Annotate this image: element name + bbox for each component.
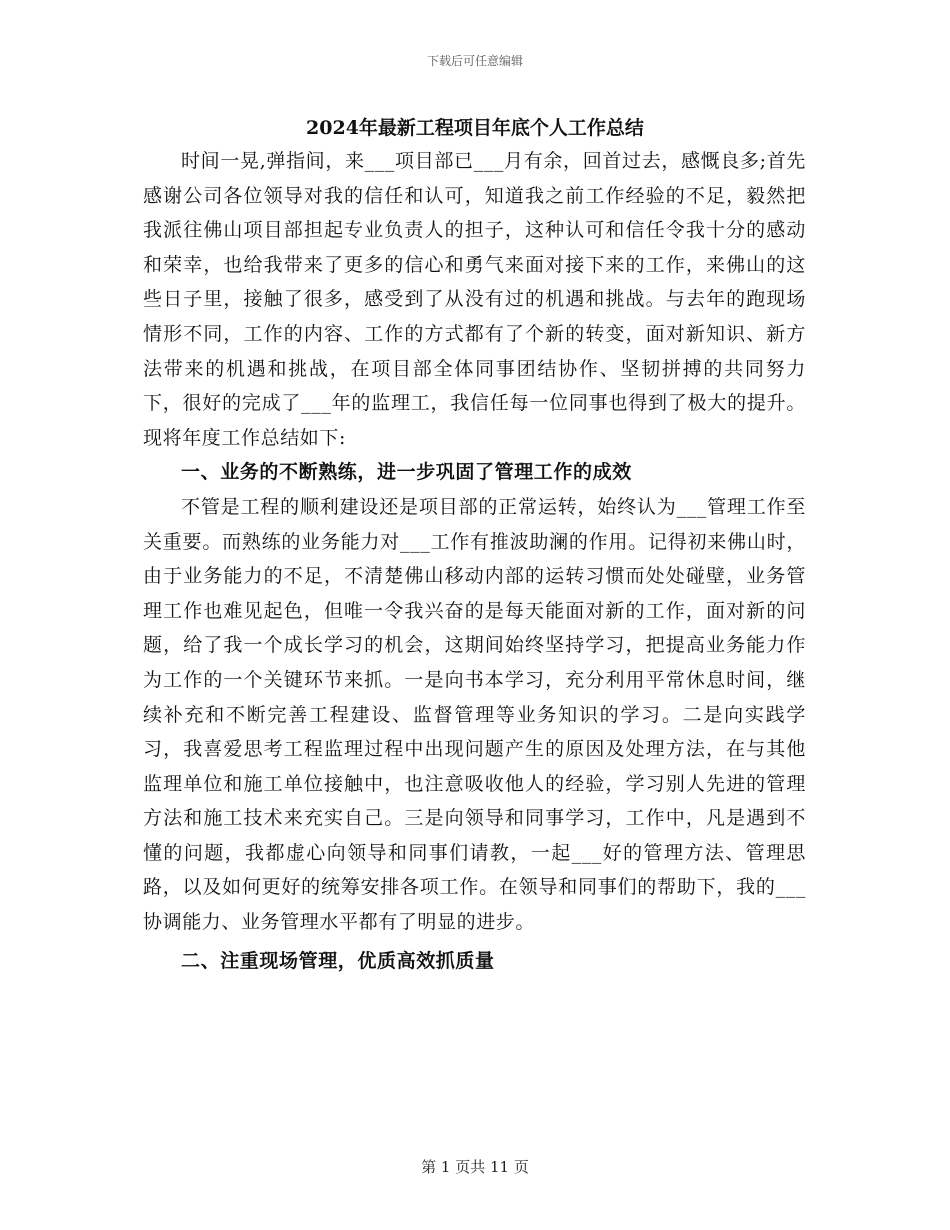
page-footer: 第 1 页共 11 页 bbox=[421, 1158, 529, 1176]
document-body bbox=[143, 144, 806, 978]
section-2-heading: 二、注重现场管理，优质高效抓质量 bbox=[181, 949, 495, 972]
document-title: 2024年最新工程项目年底个人工作总结 bbox=[306, 117, 644, 139]
section-1-paragraph: 不管是工程的顺利建设还是项目部的正常运转，始终认为___管理工作至关重要。而熟练的业务能力对___工作有推波助澜的作用。记得初来佛山时，由于业务能力的不足，不清楚佛山移动内部的运转习惯而处处碰壁，业务管理工作也难见起色，但唯一令我兴奋的是每天能面对新的工作，面对新的问题，给了我一个成长学习的机会，这期间始终坚持学习，把提高业务能力作为工作的一个关键环节来抓。一是向书本学习，充分利用平常休息时间，继续补充和不断完善工程建设、监督管理等业务知识的学习。二是向实践学习，我喜爱思考工程监理过程中出现问题产生的原因及处理方法，在与其他监理单位和施工单位接触中，也注意吸收他人的经验，学习别人先进的管理方法和施工技术来充实自己。三是向领导和同事学习，工作中，凡是遇到不懂的问题，我都虚心向领导和同事们请教，一起___好的管理方法、管理思路，以及如何更好的统筹安排各项工作。在领导和同事们的帮助下，我的___协调能力、业务管理水平都有了明显的进步。 bbox=[143, 495, 806, 934]
page-header: 下载后可任意编辑 bbox=[426, 54, 523, 68]
intro-paragraph: 时间一晃,弹指间，来___项目部已___月有余，回首过去，感慨良多;首先感谢公司各位领导对我的信任和认可，知道我之前工作经验的不足，毅然把我派往佛山项目部担起专业负责人的担子，这种认可和信任令我十分的感动和荣幸，也给我带来了更多的信心和勇气来面对接下来的工作，来佛山的这些日子里，接触了很多，感受到了从没有过的机遇和挑战。与去年的跑现场情形不同，工作的内容、工作的方式都有了个新的转变，面对新知识、新方法带来的机遇和挑战，在项目部全体同事团结协作、坚韧拼搏的共同努力下，很好的完成了___年的监理工，我信任每一位同事也得到了极大的提升。现将年度工作总结如下: bbox=[143, 150, 806, 449]
section-1-heading: 一、业务的不断熟练，进一步巩固了管理工作的成效 bbox=[181, 461, 632, 484]
